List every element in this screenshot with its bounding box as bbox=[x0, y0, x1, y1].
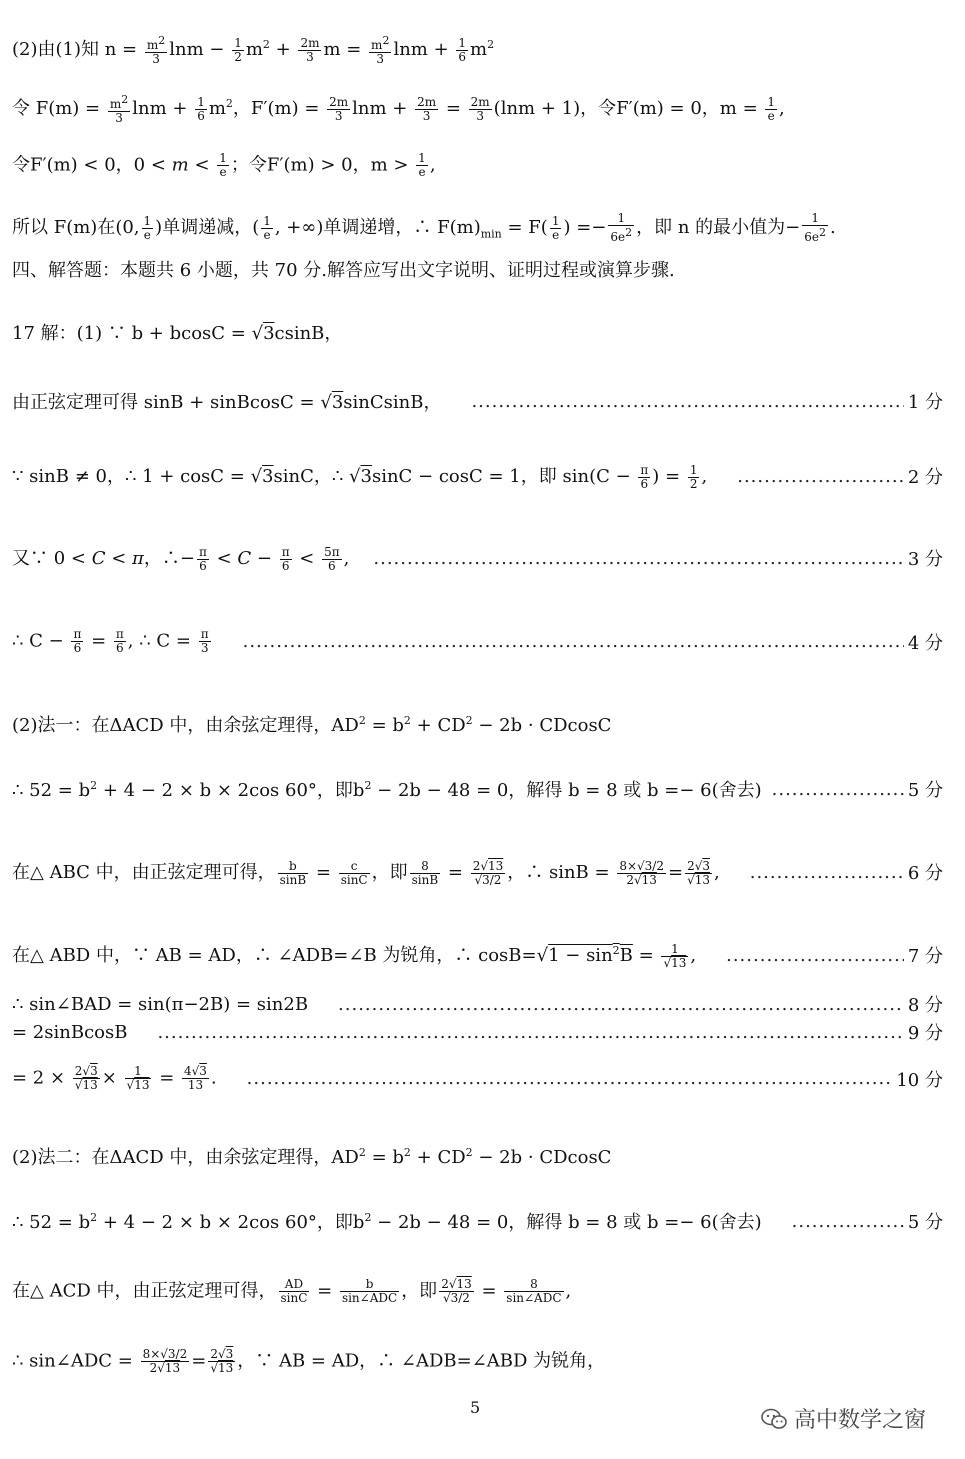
section-heading: 四、解答题：本题共 6 小题，共 70 分.解答应写出文字说明、证明过程或演算步骤. bbox=[12, 260, 675, 281]
watermark bbox=[760, 1403, 926, 1434]
step-row-6 bbox=[12, 858, 943, 887]
step-text-2: ∵ sinB ≠ 0，∴ 1 + cosC = √3sinC，∴ √3sinC − cosC = 1，即 sin(C − $\frac{\pi}{6}$ ) = $\frac{1}{2}$ , bbox=[12, 462, 708, 491]
method-2-step-2: ∴ sin∠ADC = $\frac{8\times√3/2}{2√13}$ = $\frac{2√3}{√13}$ ，∵ AB = AD，∴ ∠ADB=∠ABD 为锐角， bbox=[12, 1347, 606, 1375]
step-text-4: ∴ C − $\frac{\pi}{6}$ = $\frac{\pi}{6}$ , ∴ C = $\frac{\pi}{3}$ bbox=[12, 627, 209, 655]
method-1-heading: (2)法一：在ΔACD 中，由余弦定理得，$AD^2 = b^2 + CD^2 - 2b \cdot CDcosC$ bbox=[12, 714, 612, 736]
step-text-10: = 2 × $\frac{2√3}{√13}$ × $\frac{1}{√13}$ = $\frac{4√3}{13}$ . bbox=[12, 1064, 217, 1092]
step-row-8 bbox=[12, 991, 943, 1017]
problem-17-start: 17 解：(1) ∵ b + bcosC = √3csinB， bbox=[12, 323, 343, 344]
step-text-1: 由正弦定理可得 sinB + sinBcosC = √3sinCsinB， bbox=[12, 392, 442, 413]
score-2: 2 分 bbox=[907, 467, 943, 489]
score-7: 7 分 bbox=[907, 946, 943, 968]
score-3: 3 分 bbox=[907, 549, 943, 571]
watermark-text: 高中数学之窗 bbox=[794, 1408, 927, 1433]
step-row-4 bbox=[12, 628, 943, 655]
step-row-1 bbox=[12, 388, 943, 414]
step-row-3 bbox=[12, 544, 943, 573]
step-text-5: ∴ $52 = b^2 + 4 - 2 \times b \times 2\cos$ 60°，即$b^2 - 2b - 48 = 0$，解得 b = 8 或 b =− 6(舍去) bbox=[12, 779, 762, 801]
step-text-7: 在△ ABD 中，∵ AB = AD，∴ ∠ADB=∠B 为锐角，∴ $\cos B=√1 - \sin^2B$ = $\frac{1}{√13}$ , bbox=[12, 941, 697, 970]
score-1: 1 分 bbox=[907, 392, 943, 413]
step-row-7 bbox=[12, 941, 943, 970]
step-row-5 bbox=[12, 776, 943, 802]
page-number: 5 bbox=[470, 1398, 481, 1417]
step-row-9 bbox=[12, 1019, 943, 1045]
score-5: 5 分 bbox=[907, 780, 943, 801]
solution-line-1: (2)由(1)知 n = $\frac{m^2}{3}$ lnm − $\frac{1}{2}$ $m^2$ + $\frac{2m}{3}$ m = $\frac{m^2}{3}$ lnm + $\frac{1}{6}$ $m^2$ bbox=[12, 34, 495, 66]
step-text-8: ∴ sin∠BAD = sin(π−2B) = sin2B bbox=[12, 993, 309, 1015]
score-6: 6 分 bbox=[907, 863, 943, 885]
solution-line-2: 令 F(m) = $\frac{m^2}{3}$ lnm + $\frac{1}{6}$ $m^2$，F′(m) = $\frac{2m}{3}$ lnm + $\frac{2m}{3}$ = $\frac{2m}{3}$ (lnm + 1)，令F′(m) = 0，m = $\frac{1}{e}$ , bbox=[12, 93, 785, 125]
step-text-9: = 2sinBcosB bbox=[12, 1021, 128, 1043]
step-row-11 bbox=[12, 1208, 943, 1234]
method-2-heading: (2)法二：在ΔACD 中，由余弦定理得，$AD^2 = b^2 + CD^2 - 2b \cdot CDcosC$ bbox=[12, 1146, 612, 1168]
score-9: 9 分 bbox=[907, 1023, 943, 1044]
score-8: 8 分 bbox=[907, 995, 943, 1016]
step-text-11: ∴ $52 = b^2 + 4 - 2 \times b \times 2\cos$ 60°，即$b^2 - 2b - 48 = 0$，解得 b = 8 或 b =− 6(舍去) bbox=[12, 1211, 762, 1233]
step-row-2 bbox=[12, 462, 943, 491]
score-4: 4 分 bbox=[907, 632, 943, 654]
score-10: 10 分 bbox=[896, 1069, 943, 1091]
wechat-icon bbox=[760, 1407, 788, 1431]
step-text-6: 在△ ABC 中，由正弦定理可得， $\frac{b}{\sin B}$ = $\frac{c}{\sin C}$ ，即 $\frac{8}{\sin B}$ = $\frac{2√13}{√3/2}$ ，∴ sinB = $\frac{8\times√3/2}{2√13}$ = $\frac{2√3}{√13}$ , bbox=[12, 858, 720, 887]
step-row-10 bbox=[12, 1065, 943, 1092]
score-11: 5 分 bbox=[907, 1212, 943, 1233]
solution-line-3: 令F′(m) < 0，0 < m < $\frac{1}{e}$ ；令F′(m) > 0，m > $\frac{1}{e}$ , bbox=[12, 151, 436, 179]
step-text-3: 又∵ 0 < C < π，∴− $\frac{\pi}{6}$ < C − $\frac{\pi}{6}$ < $\frac{5\pi}{6}$ , bbox=[12, 544, 350, 573]
solution-line-4: 所以 F(m)在(0, $\frac{1}{e}$ )单调递减，( $\frac{1}{e}$ , +∞)单调递增，∴ $F(m)_{min} = F$( $\frac{1}{e}$ ) =− $\frac{1}{6e^2}$ ，即 n 的最小值为− $\frac{1}{6e^2}$ . bbox=[12, 211, 836, 244]
method-2-step: 在△ ACD 中，由正弦定理可得， $\frac{AD}{\sin C}$ = $\frac{b}{\text{sin∠ADC}}$ ，即 $\frac{2√13}{√3/2}$ = $\frac{8}{\text{sin∠ADC}}$ , bbox=[12, 1277, 572, 1305]
